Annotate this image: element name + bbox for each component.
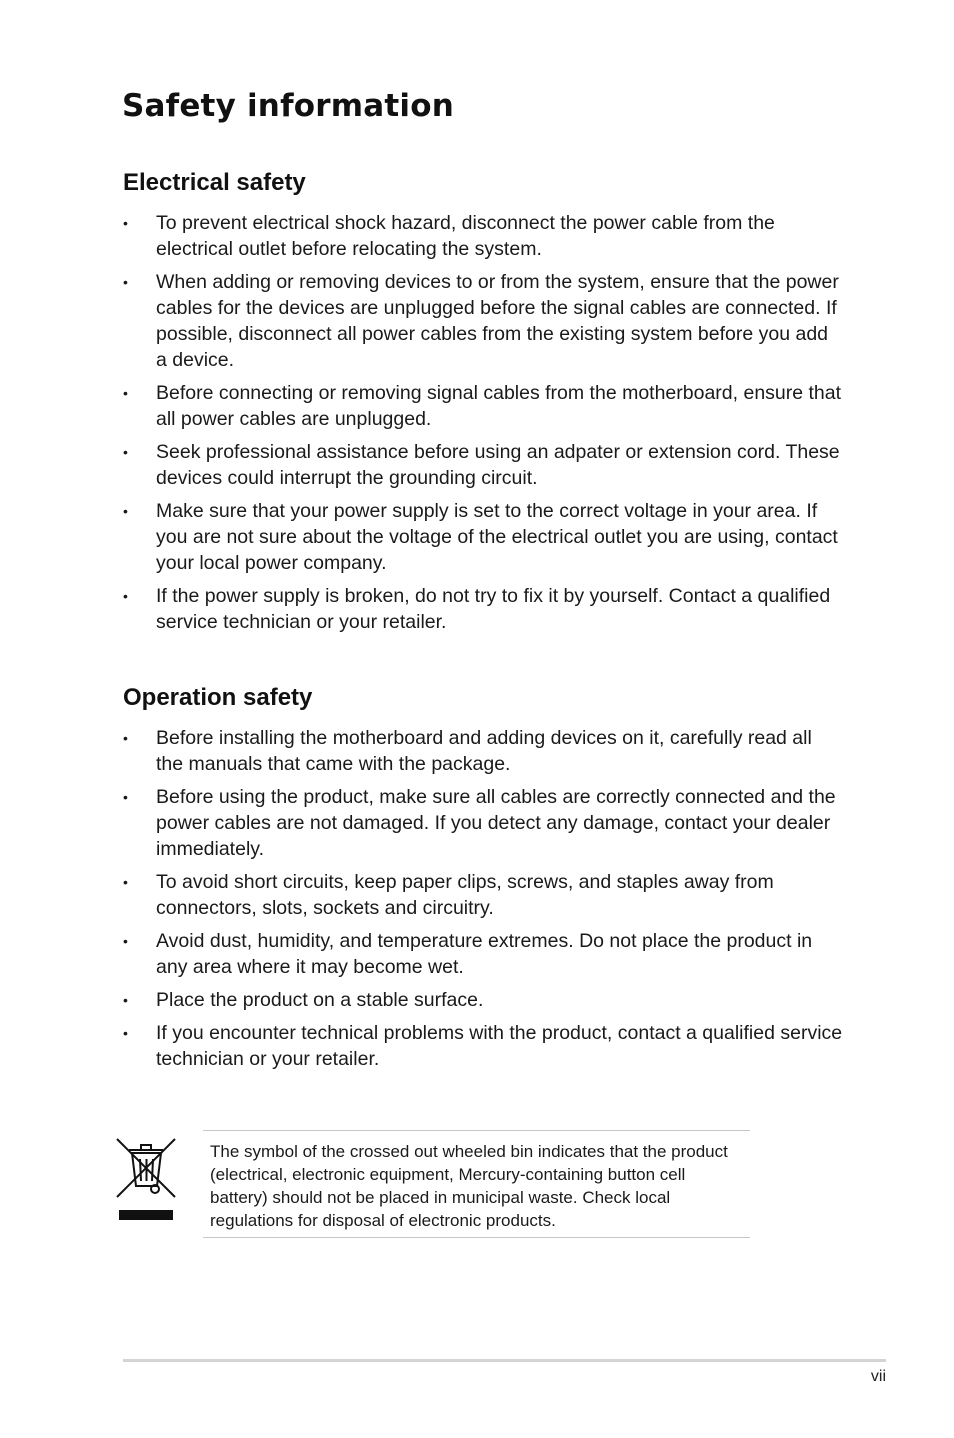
section-title-operation-safety: Operation safety: [123, 684, 313, 711]
list-item: [123, 928, 843, 980]
list-item: [123, 380, 843, 432]
bullet: •: [123, 933, 128, 949]
bullet: •: [123, 385, 128, 401]
list-item: [123, 784, 843, 862]
bullet: •: [123, 874, 128, 890]
list-item-text: To avoid short circuits, keep paper clips, screws, and staples away from connectors, slots, sockets and circuitry.: [156, 871, 774, 919]
bullet: •: [123, 1025, 128, 1041]
bullet: •: [123, 588, 128, 604]
list-item-text: If the power supply is broken, do not try to fix it by yourself. Contact a qualified service technician or your retailer.: [156, 585, 831, 633]
list-item: [123, 1020, 843, 1072]
bullet: •: [123, 215, 128, 231]
list-item: [123, 869, 843, 921]
footer-divider: [123, 1359, 886, 1362]
list-item-text: When adding or removing devices to or from the system, ensure that the power cables for the devices are unplugged before the signal cables are connected. If possible, disconnect all power cables from the existing system before you add a device.: [156, 271, 839, 371]
list-item: [123, 725, 843, 777]
list-item-text: If you encounter technical problems with the product, contact a qualified service technician or your retailer.: [156, 1022, 843, 1070]
section-title-electrical-safety: Electrical safety: [123, 169, 306, 196]
bullet: •: [123, 789, 128, 805]
list-item-text: Before installing the motherboard and adding devices on it, carefully read all the manuals that came with the package.: [156, 727, 812, 775]
bullet: •: [123, 730, 128, 746]
list-item: [123, 210, 843, 262]
list-item-text: Make sure that your power supply is set to the correct voltage in your area. If you are not sure about the voltage of the electrical outlet you are using, contact your local power company.: [156, 500, 838, 574]
list-item: [123, 269, 843, 373]
list-item: [123, 439, 843, 491]
list-item-text: Place the product on a stable surface.: [156, 989, 484, 1011]
page-title: Safety information: [122, 88, 454, 124]
bullet: •: [123, 992, 128, 1008]
page-number: vii: [870, 1368, 886, 1385]
bullet: •: [123, 503, 128, 519]
list-item: [123, 583, 843, 635]
electrical-safety-list: [123, 210, 843, 642]
bullet: •: [123, 274, 128, 290]
list-item-text: To prevent electrical shock hazard, disconnect the power cable from the electrical outlet before relocating the system.: [156, 212, 775, 260]
list-item-text: Before using the product, make sure all cables are correctly connected and the power cables are not damaged. If you detect any damage, contact your dealer immediately.: [156, 786, 836, 860]
list-item: [123, 987, 843, 1013]
operation-safety-list: [123, 725, 843, 1079]
bullet: •: [123, 444, 128, 460]
weee-note-text: The symbol of the crossed out wheeled bin indicates that the product (electrical, electronic equipment, Mercury-containing button cell battery) should not be placed in municipal waste. Check local regulations for disposal of electronic products.: [210, 1142, 728, 1230]
list-item: [123, 498, 843, 576]
crossed-out-wheeled-bin-icon: [113, 1136, 179, 1224]
list-item-text: Before connecting or removing signal cables from the motherboard, ensure that all power cables are unplugged.: [156, 382, 842, 430]
weee-note: [203, 1130, 750, 1238]
list-item-text: Seek professional assistance before using an adpater or extension cord. These devices could interrupt the grounding circuit.: [156, 441, 840, 489]
list-item-text: Avoid dust, humidity, and temperature extremes. Do not place the product in any area where it may become wet.: [156, 930, 813, 978]
